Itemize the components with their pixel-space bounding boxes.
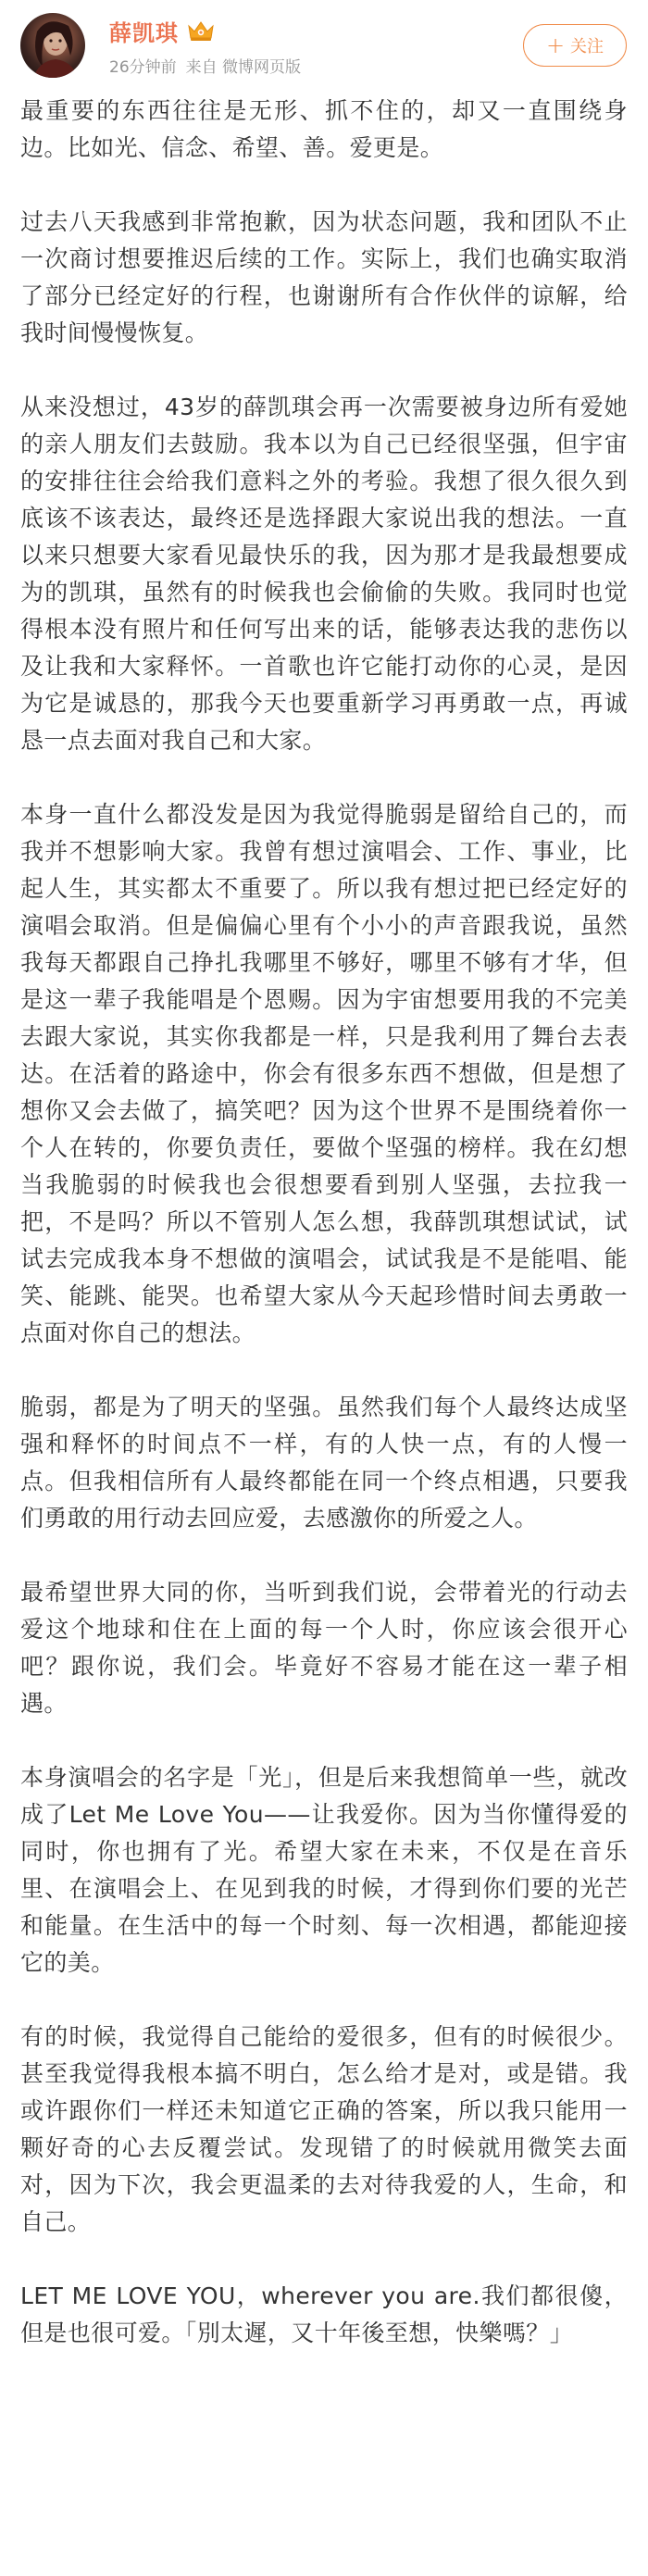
post-time[interactable]: 26分钟前 bbox=[109, 58, 177, 77]
avatar-photo bbox=[20, 13, 85, 78]
post-paragraph: 本身一直什么都没发是因为我觉得脆弱是留给自己的，而我并不想影响大家。我曾有想过演唱会、工作、事业，比起人生，其实都太不重要了。所以我有想过把已经定好的演唱会取消。但是偏偏心里有个小小的声音跟我说，虽然我每天都跟自己挣扎我哪里不够好，哪里不够有才华，但是这一辈子我能唱是个恩赐。因为宇宙想要用我的不完美去跟大家说，其实你我都是一样，只是我利用了舞台去表达。在活着的路途中，你会有很多东西不想做，但是想了想你又会去做了，搞笑吧？因为这个世界不是围绕着你一个人在转的，你要负责任，要做个坚强的榜样。我在幻想当我脆弱的时候我也会很想要看到别人坚强，去拉我一把，不是吗？所以不管别人怎么想，我薛凯琪想试试，试试去完成我本身不想做的演唱会，试试我是不是能唱、能笑、能跳、能哭。也希望大家从今天起珍惜时间去勇敢一点面对你自己的想法。 bbox=[20, 801, 628, 1346]
post-header bbox=[0, 0, 648, 93]
name-row bbox=[109, 15, 301, 46]
follow-label: 关注 bbox=[570, 37, 604, 56]
post-source: 来自 微博网页版 bbox=[185, 58, 302, 77]
post-content bbox=[20, 93, 628, 2389]
post-paragraph: 有的时候，我觉得自己能给的爱很多，但有的时候很少。甚至我觉得我根本搞不明白，怎么给才是对，或是错。我或许跟你们一样还未知道它正确的答案，所以我只能用一颗好奇的心去反覆尝试。发现错了的时候就用微笑去面对，因为下次，我会更温柔的去对待我爱的人，生命，和自己。 bbox=[20, 2023, 628, 2235]
post-paragraph: 脆弱，都是为了明天的坚强。虽然我们每个人最终达成坚强和释怀的时间点不一样，有的人快一点，有的人慢一点。但我相信所有人最终都能在同一个终点相遇，只要我们勇敢的用行动去回应爱，去感激你的所爱之人。 bbox=[20, 1394, 628, 1532]
post-meta bbox=[109, 54, 301, 77]
post-paragraph: 从来没想过，43岁的薛凯琪会再一次需要被身边所有爱她的亲人朋友们去鼓励。我本以为自己已经很坚强，但宇宙的安排往往会给我们意料之外的考验。我想了很久很久到底该不该表达，最终还是选择跟大家说出我的想法。一直以来只想要大家看见最快乐的我，因为那才是我最想要成为的凯琪，虽然有的时候我也会偷偷的失败。我同时也觉得根本没有照片和任何写出来的话，能够表达我的悲伤以及让我和大家释怀。一首歌也许它能打动你的心灵，是因为它是诚恳的，那我今天也要重新学习再勇敢一点，再诚恳一点去面对我自己和大家。 bbox=[20, 394, 628, 754]
username[interactable]: 薛凯琪 bbox=[109, 19, 179, 46]
plus-icon: + bbox=[545, 32, 566, 58]
post-paragraph: 本身演唱会的名字是「光」，但是后来我想简单一些，就改成了Let Me Love You——让我爱你。因为当你懂得爱的同时，你也拥有了光。希望大家在未来，不仅是在音乐里、在演唱会上、在见到我的时候，才得到你们要的光芒和能量。在生活中的每一个时刻、每一次相遇，都能迎接它的美。 bbox=[20, 1764, 628, 1976]
follow-button[interactable] bbox=[523, 24, 627, 67]
post-paragraph: 最希望世界大同的你，当听到我们说，会带着光的行动去爱这个地球和住在上面的每一个人时，你应该会很开心吧？跟你说，我们会。毕竟好不容易才能在这一辈子相遇。 bbox=[20, 1579, 628, 1717]
avatar[interactable] bbox=[20, 13, 85, 78]
vip-crown-icon[interactable] bbox=[186, 19, 216, 43]
post-paragraph: LET ME LOVE YOU，wherever you are.我们都很傻，但是也很可爱。「別太遲，又十年後至想，快樂嗎？」 bbox=[20, 2282, 628, 2346]
user-info bbox=[109, 15, 301, 77]
post-paragraph: 过去八天我感到非常抱歉，因为状态问题，我和团队不止一次商讨想要推迟后续的工作。实际上，我们也确实取消了部分已经定好的行程，也谢谢所有合作伙伴的谅解，给我时间慢慢恢复。 bbox=[20, 208, 628, 346]
post-paragraph: 最重要的东西往往是无形、抓不住的，却又一直围绕身边。比如光、信念、希望、善。爱更是。 bbox=[20, 97, 628, 161]
